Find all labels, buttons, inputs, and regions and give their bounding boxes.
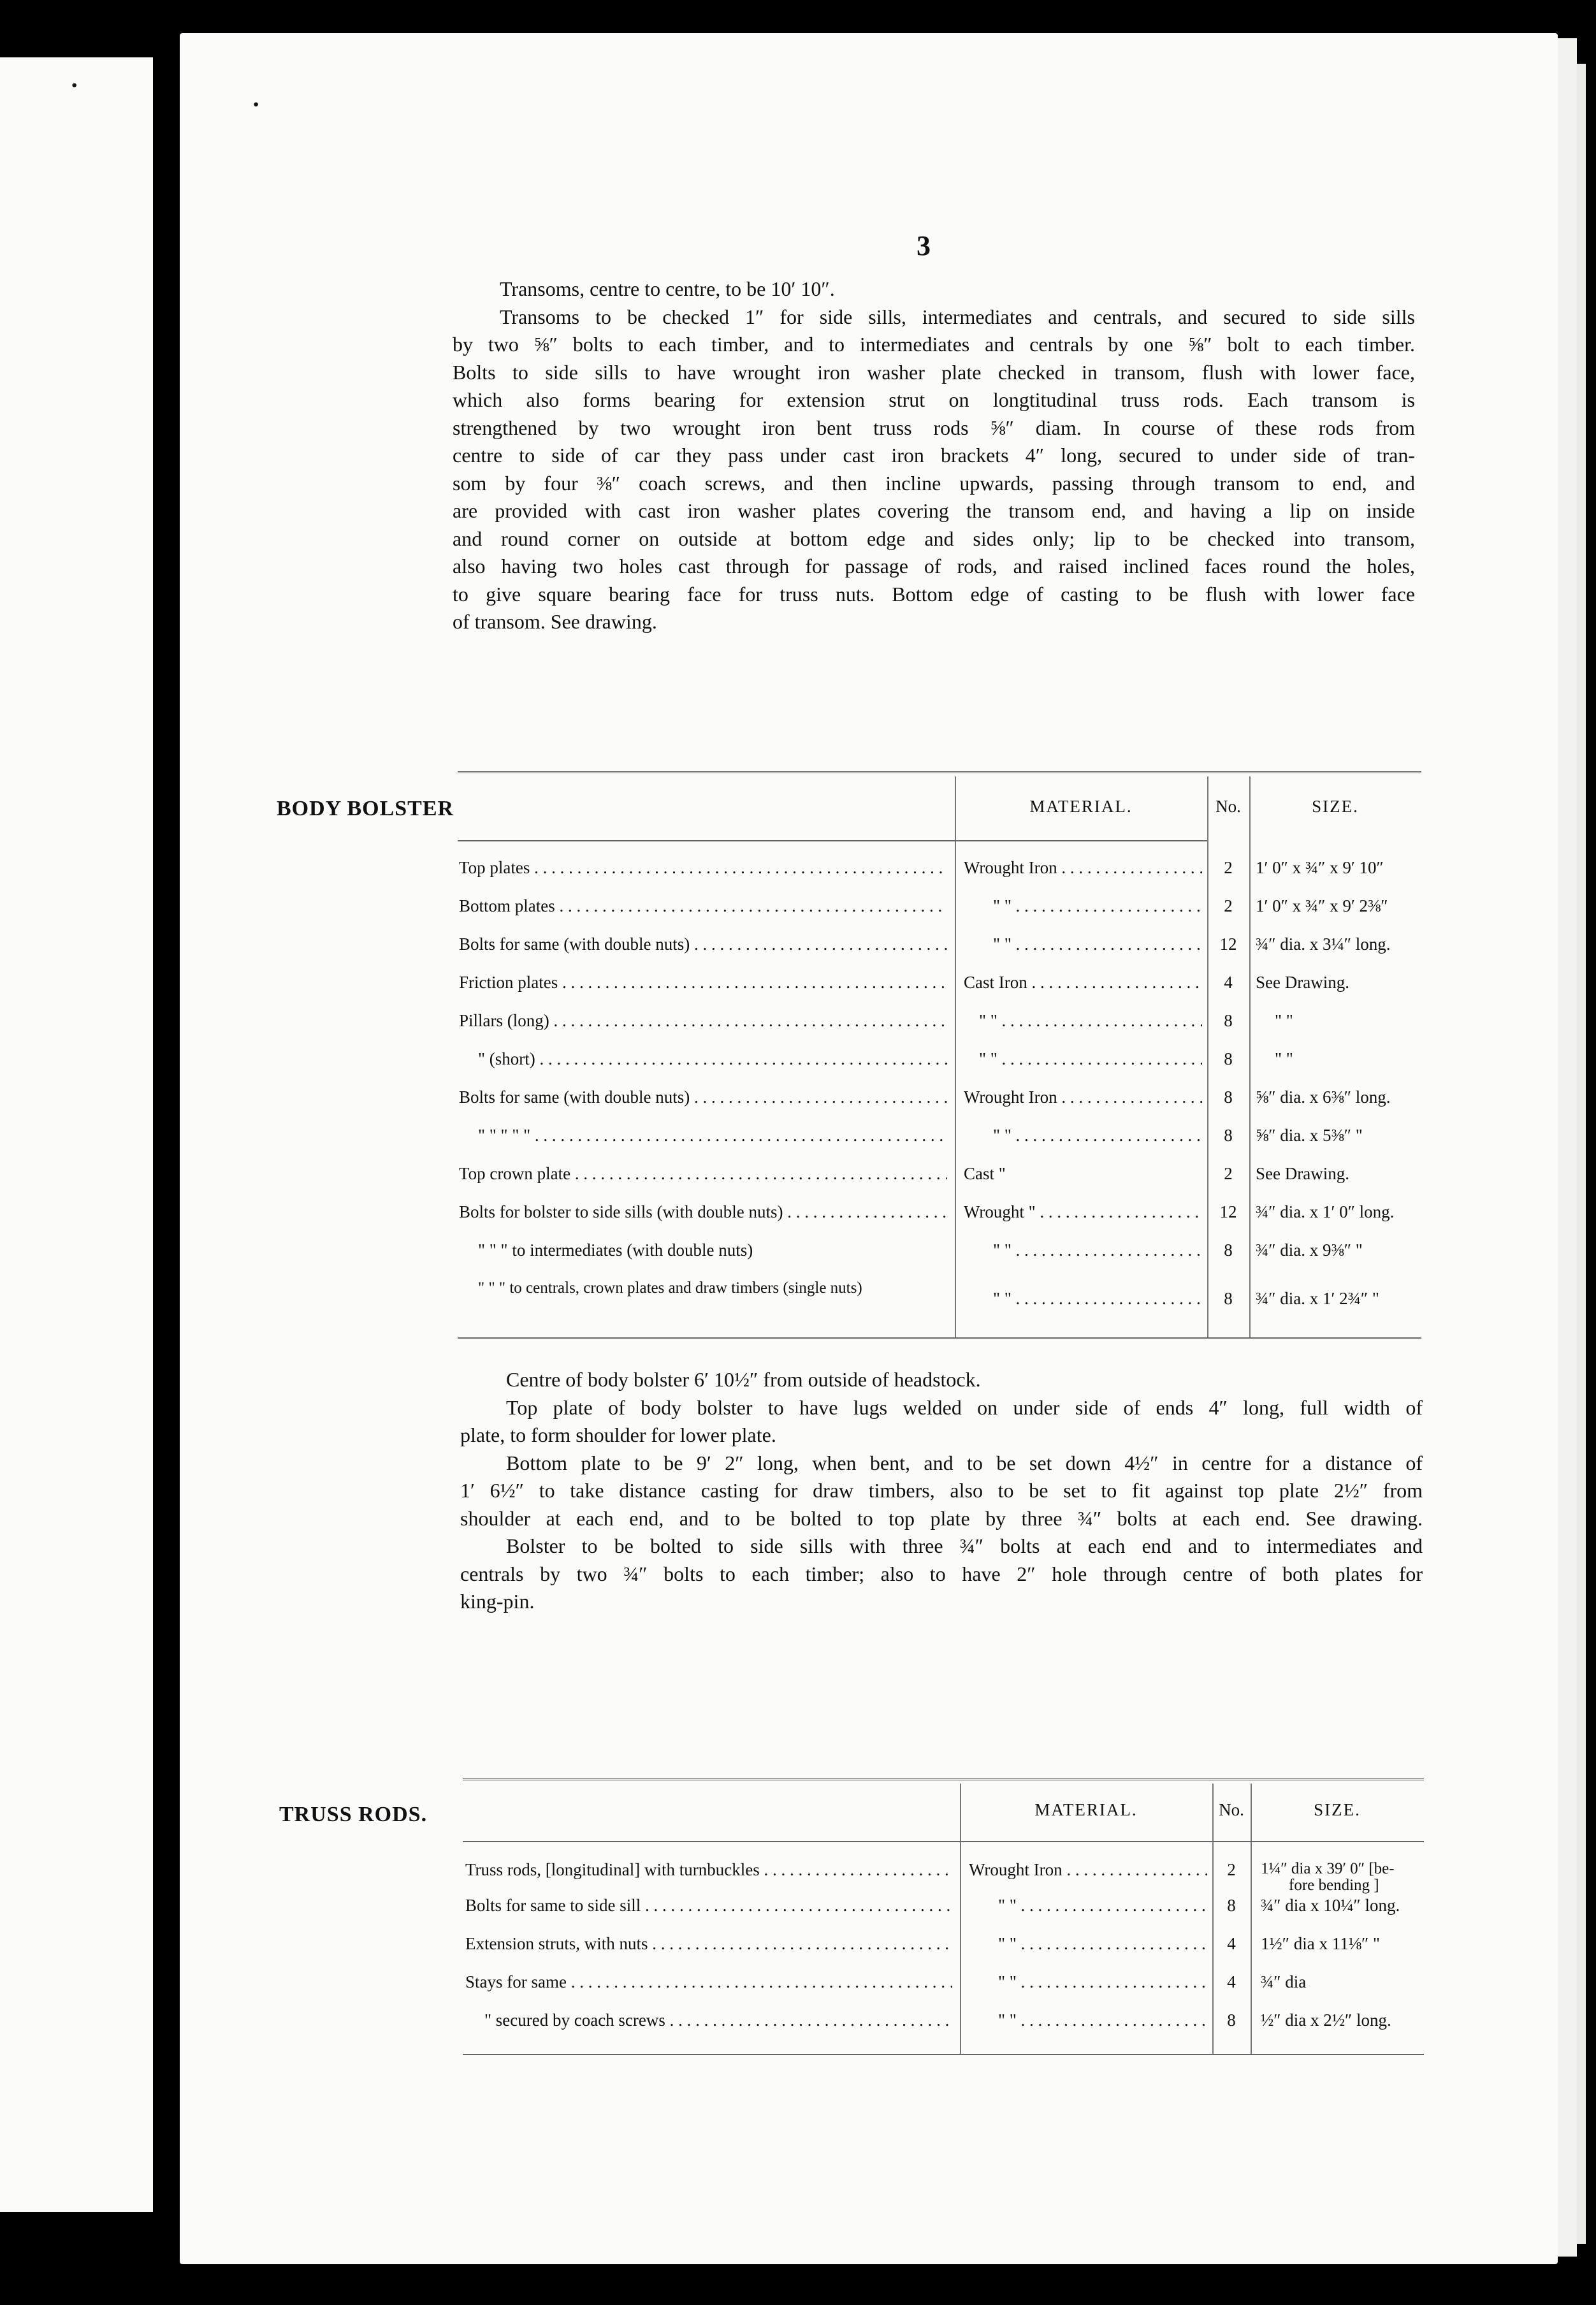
text-line: Bolts to side sills to have wrought iron washer plate checked in transom, flush with lower face, bbox=[453, 360, 1415, 384]
size-cell-continuation: fore bending ] bbox=[1289, 1877, 1379, 1894]
item-cell: Bottom plates . . . bbox=[459, 896, 947, 916]
text-line: Bottom plate to be 9′ 2″ long, when bent, and to be set down 4½″ in centre for a distance of bbox=[506, 1451, 1423, 1474]
size-cell: ¾″ dia x 10¼″ long. bbox=[1261, 1896, 1400, 1915]
item-cell: Top crown plate . . . bbox=[459, 1164, 947, 1184]
no-cell: 4 bbox=[1227, 1972, 1236, 1991]
item-cell: Bolts for same (with double nuts) . . . bbox=[459, 1087, 947, 1107]
no-cell: 2 bbox=[1224, 896, 1233, 915]
text-line: and round corner on outside at bottom edge and sides only; lip to be checked into transom, bbox=[453, 527, 1415, 550]
table-row bbox=[463, 1934, 1424, 1970]
size-cell: See Drawing. bbox=[1256, 973, 1349, 992]
text-line: to give square bearing face for truss nuts. Bottom edge of casting to be flush with lower face bbox=[453, 582, 1415, 606]
no-cell: 8 bbox=[1224, 1240, 1233, 1260]
size-cell: " " bbox=[1275, 1049, 1293, 1068]
material-cell: Cast " bbox=[964, 1164, 1006, 1183]
material-cell: " " . . . bbox=[993, 1240, 1202, 1260]
item-cell: " " " to intermediates (with double nuts) bbox=[478, 1240, 753, 1260]
adjacent-page-edge bbox=[0, 57, 153, 2212]
table-row bbox=[463, 1896, 1424, 1931]
material-cell: Cast Iron . . . bbox=[964, 973, 1202, 993]
material-cell: Wrought Iron . . . bbox=[969, 1860, 1207, 1880]
material-cell: " " . . . bbox=[998, 2011, 1207, 2030]
scan-speck: · bbox=[252, 90, 261, 119]
item-cell: Friction plates . . . bbox=[459, 973, 947, 993]
no-cell: 8 bbox=[1224, 1087, 1233, 1107]
size-header: SIZE. bbox=[1312, 797, 1359, 816]
table-row bbox=[458, 1087, 1421, 1123]
text-line: also having two holes cast through for passage of rods, and raised inclined faces round the holes, bbox=[453, 555, 1415, 578]
item-cell: Bolts for bolster to side sills (with double nuts) . . . bbox=[459, 1202, 947, 1222]
no-cell: 8 bbox=[1224, 1289, 1233, 1308]
body-bolster-table bbox=[458, 771, 1421, 1342]
material-cell: " " . . . bbox=[998, 1934, 1207, 1954]
material-header: MATERIAL. bbox=[1034, 1800, 1138, 1819]
truss-rods-table bbox=[463, 1778, 1424, 2059]
table-row bbox=[458, 1011, 1421, 1047]
material-cell: " " . . . bbox=[993, 1289, 1202, 1309]
no-cell: 12 bbox=[1219, 934, 1237, 954]
table-row bbox=[458, 1126, 1421, 1161]
table-row bbox=[458, 1164, 1421, 1200]
material-cell: Wrought " . . . bbox=[964, 1202, 1202, 1222]
material-cell: " " . . . bbox=[993, 934, 1202, 954]
size-header: SIZE. bbox=[1314, 1800, 1361, 1819]
size-cell: ⅝″ dia. x 6⅜″ long. bbox=[1256, 1087, 1391, 1107]
no-cell: 4 bbox=[1224, 973, 1233, 992]
page-number: 3 bbox=[917, 230, 931, 261]
item-cell: " " " " " . . . bbox=[478, 1126, 947, 1145]
size-cell: 1′ 0″ x ¾″ x 9′ 10″ bbox=[1256, 858, 1384, 877]
item-cell: Truss rods, [longitudinal] with turnbuckles . . . bbox=[465, 1860, 952, 1880]
size-cell: ⅝″ dia. x 5⅜″ " bbox=[1256, 1126, 1363, 1145]
size-cell: ¾″ dia. x 3¼″ long. bbox=[1256, 934, 1391, 954]
text-line: 1′ 6½″ to take distance casting for draw timbers, also to be set to fit against top plate 2½″ from bbox=[460, 1479, 1423, 1502]
material-cell: " " . . . bbox=[979, 1011, 1202, 1031]
table-row bbox=[463, 2011, 1424, 2046]
no-header: No. bbox=[1219, 1800, 1244, 1819]
table-top-rule bbox=[463, 1778, 1424, 1780]
no-header: No. bbox=[1215, 797, 1241, 816]
table-row bbox=[463, 1860, 1424, 1896]
material-cell: Wrought Iron . . . bbox=[964, 1087, 1202, 1107]
no-cell: 8 bbox=[1227, 2011, 1236, 2030]
table-row bbox=[458, 1279, 1421, 1320]
transoms-paragraph bbox=[453, 275, 1415, 636]
material-cell: " " . . . bbox=[998, 1896, 1207, 1916]
header-rule bbox=[463, 1841, 1424, 1842]
scan-speck: · bbox=[70, 71, 79, 99]
material-cell: " " . . . bbox=[998, 1972, 1207, 1992]
item-cell: Top plates . . . bbox=[459, 858, 947, 878]
table-row bbox=[458, 1202, 1421, 1238]
item-cell: Extension struts, with nuts . . . bbox=[465, 1934, 952, 1954]
text-line: king-pin. bbox=[460, 1590, 535, 1613]
text-line: plate, to form shoulder for lower plate. bbox=[460, 1423, 776, 1446]
no-cell: 8 bbox=[1224, 1011, 1233, 1030]
text-line: shoulder at each end, and to be bolted to top plate by three ¾″ bolts at each end. See drawing. bbox=[460, 1506, 1423, 1530]
size-cell: " " bbox=[1275, 1011, 1293, 1030]
table-row bbox=[458, 973, 1421, 1008]
text-line: which also forms bearing for extension strut on longtitudinal truss rods. Each transom is bbox=[453, 388, 1415, 411]
text-line: Transoms, centre to centre, to be 10′ 10″. bbox=[500, 277, 835, 300]
no-cell: 8 bbox=[1224, 1049, 1233, 1068]
size-cell: 1′ 0″ x ¾″ x 9′ 2⅜″ bbox=[1256, 896, 1388, 915]
no-cell: 4 bbox=[1227, 1934, 1236, 1953]
table-top-rule bbox=[458, 771, 1421, 773]
text-line: centre to side of car they pass under cast iron brackets 4″ long, secured to under side of tran- bbox=[453, 444, 1415, 467]
table-row bbox=[463, 1972, 1424, 2008]
table-row bbox=[458, 896, 1421, 932]
item-cell: Stays for same . . . bbox=[465, 1972, 952, 1992]
size-cell: ¾″ dia. x 1′ 2¾″ " bbox=[1256, 1289, 1379, 1308]
item-cell: Bolts for same to side sill . . . bbox=[465, 1896, 952, 1916]
material-cell: Wrought Iron . . . bbox=[964, 858, 1202, 878]
item-cell: " " " to centrals, crown plates and draw timbers (single nuts) bbox=[478, 1279, 862, 1297]
table-bottom-rule bbox=[463, 2054, 1424, 2055]
text-line: by two ⅝″ bolts to each timber, and to intermediates and centrals by one ⅝″ bolt to each timber. bbox=[453, 333, 1415, 356]
no-cell: 2 bbox=[1227, 1860, 1236, 1879]
body-bolster-title: BODY BOLSTER bbox=[277, 797, 454, 820]
material-header: MATERIAL. bbox=[1029, 797, 1133, 816]
size-cell: See Drawing. bbox=[1256, 1164, 1349, 1183]
truss-rods-title: TRUSS RODS. bbox=[279, 1803, 428, 1826]
bolster-notes bbox=[460, 1366, 1423, 1616]
table-row bbox=[458, 1049, 1421, 1085]
size-cell: 1½″ dia x 11⅛″ " bbox=[1261, 1934, 1380, 1953]
text-line: centrals by two ¾″ bolts to each timber; also to have 2″ hole through centre of both plates for bbox=[460, 1562, 1423, 1585]
item-cell: " (short) . . . bbox=[478, 1049, 947, 1069]
no-cell: 12 bbox=[1219, 1202, 1237, 1221]
page-fold-edge-inner bbox=[1577, 64, 1586, 2244]
no-cell: 8 bbox=[1224, 1126, 1233, 1145]
text-line: Transoms to be checked 1″ for side sills, intermediates and centrals, and secured to side sills bbox=[500, 305, 1415, 328]
material-cell: " " . . . bbox=[979, 1049, 1202, 1069]
header-rule bbox=[458, 840, 1207, 841]
no-cell: 2 bbox=[1224, 858, 1233, 877]
text-line: Top plate of body bolster to have lugs welded on under side of ends 4″ long, full width of bbox=[506, 1395, 1423, 1419]
item-cell: Bolts for same (with double nuts) . . . bbox=[459, 934, 947, 954]
table-row bbox=[458, 858, 1421, 894]
text-line: som by four ⅜″ coach screws, and then incline upwards, passing through transom to end, and bbox=[453, 471, 1415, 495]
size-cell: 1¼″ dia x 39′ 0″ [be- bbox=[1261, 1860, 1395, 1877]
table-bottom-rule bbox=[458, 1337, 1421, 1339]
text-line: strengthened by two wrought iron bent truss rods ⅝″ diam. In course of these rods from bbox=[453, 416, 1415, 439]
size-cell: ¾″ dia. x 1′ 0″ long. bbox=[1256, 1202, 1395, 1221]
item-cell: Pillars (long) . . . bbox=[459, 1011, 947, 1031]
text-line: Bolster to be bolted to side sills with three ¾″ bolts at each end and to intermediates and bbox=[506, 1534, 1423, 1557]
size-cell: ¾″ dia. x 9⅜″ " bbox=[1256, 1240, 1363, 1260]
page-fold-edge bbox=[1558, 38, 1577, 2257]
no-cell: 2 bbox=[1224, 1164, 1233, 1183]
text-line: Centre of body bolster 6′ 10½″ from outside of headstock. bbox=[506, 1368, 981, 1391]
text-line: are provided with cast iron washer plates covering the transom end, and having a lip on inside bbox=[453, 499, 1415, 522]
text-line: of transom. See drawing. bbox=[453, 610, 657, 633]
no-cell: 8 bbox=[1227, 1896, 1236, 1915]
table-row bbox=[458, 1240, 1421, 1276]
size-cell: ½″ dia x 2½″ long. bbox=[1261, 2011, 1391, 2030]
material-cell: " " . . . bbox=[993, 1126, 1202, 1145]
size-cell: ¾″ dia bbox=[1261, 1972, 1307, 1991]
item-cell: " secured by coach screws . . . bbox=[484, 2011, 952, 2030]
table-row bbox=[458, 934, 1421, 970]
material-cell: " " . . . bbox=[993, 896, 1202, 916]
